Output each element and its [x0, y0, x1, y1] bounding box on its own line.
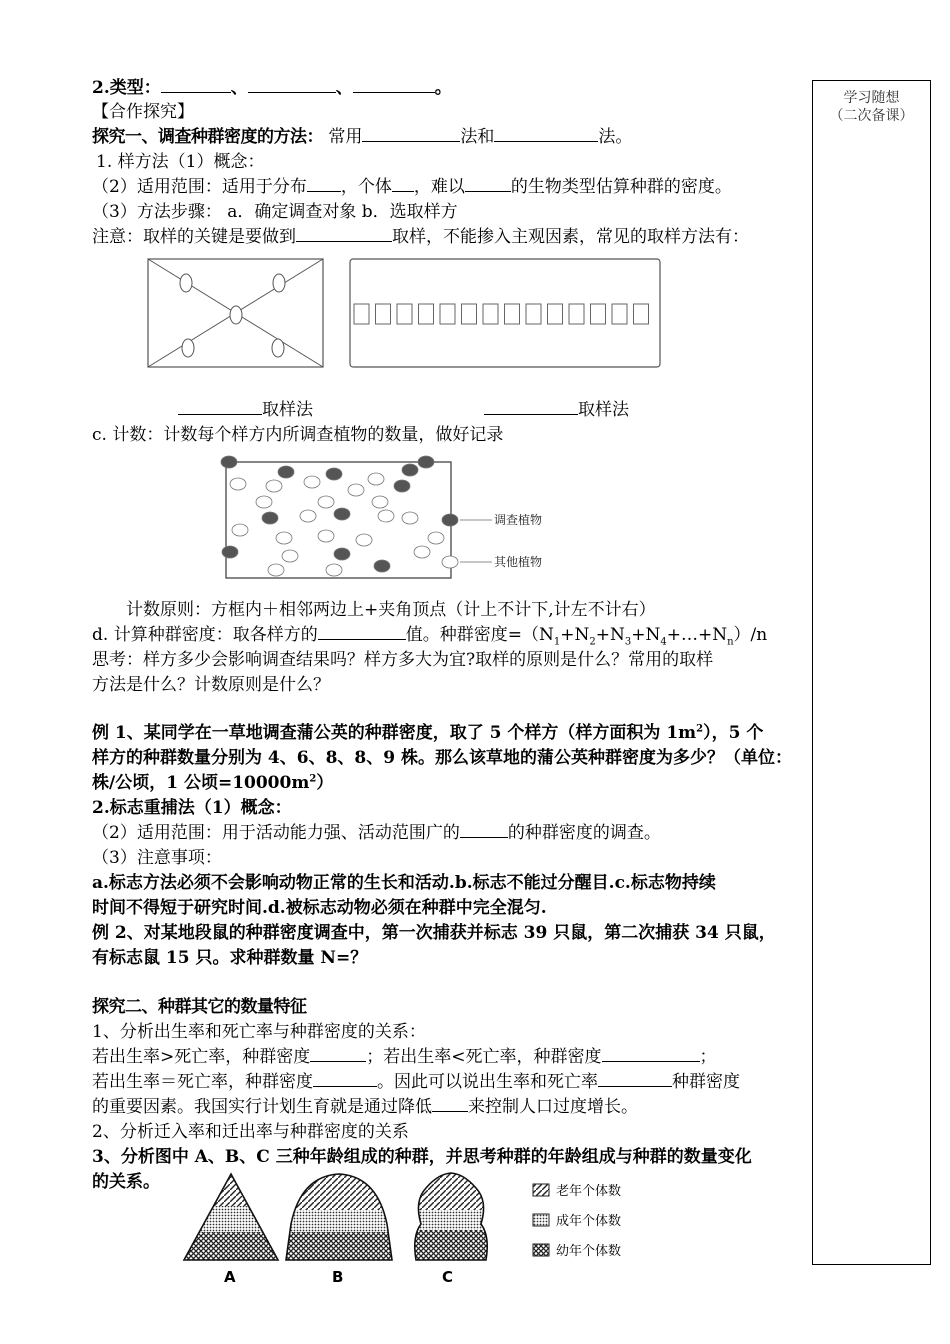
think-line1: 思考：样方多少会影响调查结果吗？样方多大为宜?取样的原则是什么？常用的取样: [92, 650, 714, 670]
quadrat-steps: （3）方法步骤： a．确定调查对象 b．选取样方: [92, 202, 458, 222]
legend-target-plant: 调查植物: [494, 513, 543, 527]
target-plant-dot: [222, 546, 238, 558]
q1-line3: 的重要因素。我国实行计划生育就是通过降低 来控制人口过度增长。: [92, 1097, 638, 1117]
mark-recapture-notes-title: （3）注意事项：: [92, 848, 222, 868]
pyramid-b: [276, 1166, 406, 1262]
quadrat-square: [397, 304, 412, 324]
quadrat-square: [526, 304, 541, 324]
mark-recapture-note2: 时间不得短于研究时间.d.被标志动物必须在种群中完全混匀.: [92, 898, 547, 918]
other-plant-dot: [304, 476, 320, 488]
target-plant-dot: [442, 514, 458, 526]
counting-figure: [214, 454, 584, 584]
target-plant-dot: [394, 480, 410, 492]
example1-line2: 样方的种群数量分别为 4、6、8、8、9 株。那么该草地的蒲公英种群密度为多少？（单位：: [92, 748, 792, 768]
other-plant-dot: [282, 550, 298, 562]
example2-line2: 有标志鼠 15 只。求种群数量 N=？: [92, 948, 368, 968]
other-plant-dot: [232, 524, 248, 536]
think-line2: 方法是什么？计数原则是什么？: [92, 675, 330, 695]
other-plant-dot: [348, 484, 364, 496]
types-line: 2.类型： 、 、 。: [92, 78, 452, 98]
other-plant-dot: [268, 564, 284, 576]
label-a: A: [224, 1268, 236, 1286]
target-plant-dot: [326, 468, 342, 480]
quadrat-square: [548, 304, 563, 324]
coop-heading: 【合作探究】: [92, 102, 194, 122]
q2: 2、分析迁入率和迁出率与种群密度的关系: [92, 1122, 409, 1142]
other-plant-dot: [230, 478, 246, 490]
other-plant-dot: [414, 546, 430, 558]
explore1-line: 探究一、调查种群密度的方法： 常用 法和 法。: [92, 127, 633, 147]
q1-title: 1、分析出生率和死亡率与种群密度的关系：: [92, 1022, 426, 1042]
quadrat-title: 1. 样方法（1）概念：: [96, 152, 265, 172]
label-b: B: [332, 1268, 344, 1286]
target-plant-dot: [418, 456, 434, 468]
sidebar-title: 学习随想: [843, 90, 900, 106]
count-principle: 计数原则：方框内＋相邻两边上+夹角顶点（计上不计下,计左不计右）: [126, 600, 656, 620]
quadrat-square: [462, 304, 477, 324]
sampling-note: 注意：取样的关键是要做到 取样，不能掺入主观因素，常见的取样方法有：: [92, 227, 749, 247]
quadrat-square: [376, 304, 391, 324]
other-plant-dot: [256, 496, 272, 508]
label-c: C: [442, 1268, 454, 1286]
quadrat-square: [419, 304, 434, 324]
sidebar-subtitle: （二次备课）: [829, 108, 914, 124]
quadrat-oval: [180, 274, 192, 292]
example1-line1: 例 1、某同学在一草地调查蒲公英的种群密度，取了 5 个样方（样方面积为 $1m^2$），5 个: [92, 723, 764, 743]
example2-line1: 例 2、对某地段鼠的种群密度调查中，第一次捕获并标志 39 只鼠，第二次捕获 34 只鼠，: [92, 923, 776, 943]
other-plant-dot: [442, 556, 458, 568]
other-plant-dot: [428, 532, 444, 544]
quadrat-square: [354, 304, 369, 324]
target-plant-dot: [278, 466, 294, 478]
legend-old: 老年个体数: [556, 1184, 622, 1199]
other-plant-dot: [300, 510, 316, 522]
other-plant-dot: [326, 564, 342, 576]
quadrat-square: [612, 304, 627, 324]
q1-line1: 若出生率>死亡率，种群密度 ；若出生率<死亡率，种群密度 ；: [92, 1047, 717, 1067]
target-plant-dot: [334, 548, 350, 560]
age-structure-figure: [176, 1166, 676, 1290]
quadrat-oval: [182, 339, 194, 357]
quadrat-oval: [230, 306, 242, 324]
quadrat-square: [483, 304, 498, 324]
mark-recapture-scope: （2）适用范围：用于活动能力强、活动范围广的 的种群密度的调查。: [92, 823, 661, 843]
other-plant-dot: [402, 512, 418, 524]
fig1-caption-left: 取样法: [178, 398, 313, 422]
legend-young: 幼年个体数: [556, 1244, 622, 1259]
count-step: c. 计数：计数每个样方内所调查植物的数量，做好记录: [92, 425, 504, 445]
quadrat-square: [440, 304, 455, 324]
target-plant-dot: [402, 464, 418, 476]
quadrat-square: [569, 304, 584, 324]
example1-line3: 株/公顷，1 公顷$=10000m^2$）: [92, 773, 334, 793]
quadrat-square: [505, 304, 520, 324]
density-calc: d. 计算种群密度：取各样方的 值。种群密度$=(N_1+N_2+N_3+N_4+\dots+N_n)/n$: [92, 625, 768, 648]
explore1-heading: 探究一、调查种群密度的方法：: [92, 127, 323, 147]
pyramid-a: [176, 1166, 296, 1262]
mark-recapture-title: 2.标志重捕法（1）概念：: [92, 798, 292, 818]
quadrat-oval: [272, 339, 284, 357]
sampling-layout-figure: [140, 254, 670, 374]
fig1-caption-right: 取样法: [484, 398, 629, 422]
quadrat-oval: [273, 274, 285, 292]
q3-line1: 3、分析图中 A、B、C 三种年龄组成的种群，并思考种群的年龄组成与种群的数量变化: [92, 1147, 752, 1167]
quadrat-scope: （2）适用范围：适用于分布 ，个体 ，难以 的生物类型估算种群的密度。: [92, 177, 732, 197]
target-plant-dot: [221, 456, 237, 468]
legend-other-plant: 其他植物: [494, 555, 543, 569]
quadrat-square: [591, 304, 606, 324]
other-plant-dot: [318, 530, 334, 542]
other-plant-dot: [378, 510, 394, 522]
legend-adult: 成年个体数: [556, 1214, 622, 1229]
mark-recapture-note1: a.标志方法必须不会影响动物正常的生长和活动.b.标志不能过分醒目.c.标志物持续: [92, 873, 716, 893]
q3-line2: 的关系。: [92, 1172, 160, 1192]
explore2-heading: 探究二、种群其它的数量特征: [92, 997, 307, 1017]
other-plant-dot: [356, 534, 372, 546]
other-plant-dot: [276, 532, 292, 544]
other-plant-dot: [372, 496, 388, 508]
q1-line2: 若出生率＝死亡率，种群密度 。因此可以说出生率和死亡率 种群密度: [92, 1072, 740, 1092]
target-plant-dot: [374, 560, 390, 572]
target-plant-dot: [262, 512, 278, 524]
other-plant-dot: [318, 496, 334, 508]
other-plant-dot: [266, 480, 282, 492]
legend-young-swatch: [533, 1244, 549, 1256]
other-plant-dot: [368, 473, 384, 485]
target-plant-dot: [334, 508, 350, 520]
quadrat-square: [634, 304, 649, 324]
notes-sidebar: [812, 80, 931, 1265]
legend-old-swatch: [533, 1184, 549, 1196]
legend-adult-swatch: [533, 1214, 549, 1226]
